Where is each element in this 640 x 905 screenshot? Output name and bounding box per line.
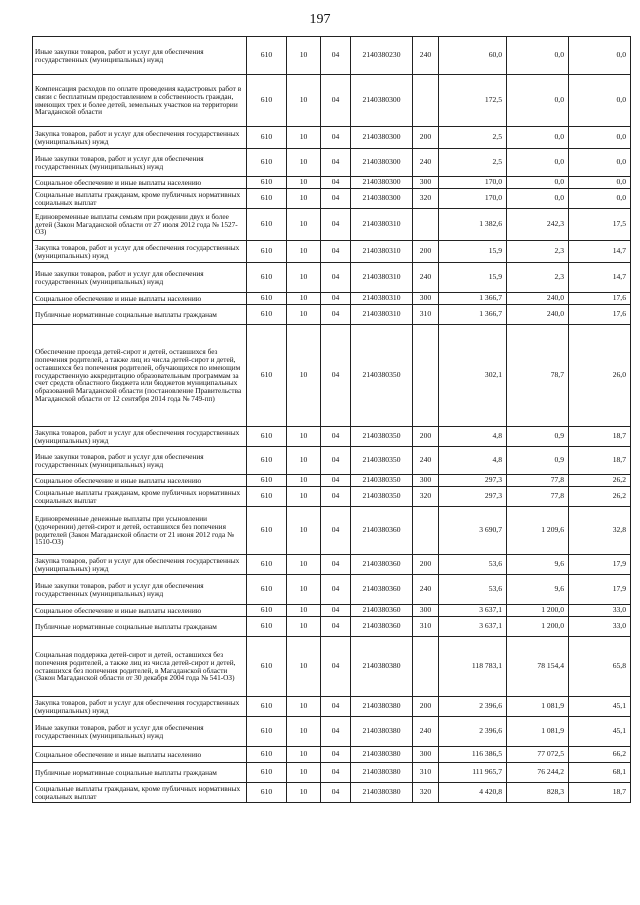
row-subsection-code: 04 bbox=[321, 149, 351, 177]
row-target-code: 2140380350 bbox=[351, 325, 413, 427]
row-plan-amount: 172,5 bbox=[439, 75, 507, 127]
row-plan-amount: 60,0 bbox=[439, 37, 507, 75]
row-description: Закупка товаров, работ и услуг для обеспечения государственных (муниципальных) нужд bbox=[33, 241, 247, 263]
row-subsection-code: 04 bbox=[321, 747, 351, 763]
row-percent: 65,8 bbox=[569, 637, 631, 697]
row-plan-amount: 170,0 bbox=[439, 189, 507, 209]
row-plan-amount: 53,6 bbox=[439, 575, 507, 605]
table-row bbox=[33, 325, 631, 427]
row-target-code: 2140380300 bbox=[351, 177, 413, 189]
row-ministry-code: 610 bbox=[247, 637, 287, 697]
row-expense-type: 240 bbox=[413, 37, 439, 75]
row-description: Иные закупки товаров, работ и услуг для обеспечения государственных (муниципальных) нужд bbox=[33, 149, 247, 177]
table-row bbox=[33, 507, 631, 555]
row-plan-amount: 4 420,8 bbox=[439, 783, 507, 803]
row-section-code: 10 bbox=[287, 487, 321, 507]
row-executed-amount: 77,8 bbox=[507, 487, 569, 507]
row-subsection-code: 04 bbox=[321, 507, 351, 555]
row-executed-amount: 1 081,9 bbox=[507, 717, 569, 747]
row-ministry-code: 610 bbox=[247, 209, 287, 241]
row-percent: 14,7 bbox=[569, 241, 631, 263]
row-section-code: 10 bbox=[287, 149, 321, 177]
row-expense-type: 300 bbox=[413, 475, 439, 487]
row-section-code: 10 bbox=[287, 127, 321, 149]
row-expense-type: 200 bbox=[413, 697, 439, 717]
row-subsection-code: 04 bbox=[321, 177, 351, 189]
table-row bbox=[33, 637, 631, 697]
page-number: 197 bbox=[309, 12, 331, 27]
row-percent: 0,0 bbox=[569, 37, 631, 75]
row-ministry-code: 610 bbox=[247, 447, 287, 475]
row-section-code: 10 bbox=[287, 575, 321, 605]
row-ministry-code: 610 bbox=[247, 241, 287, 263]
row-subsection-code: 04 bbox=[321, 475, 351, 487]
row-description: Социальные выплаты гражданам, кроме публичных нормативных социальных выплат bbox=[33, 487, 247, 507]
table-row bbox=[33, 209, 631, 241]
row-target-code: 2140380380 bbox=[351, 717, 413, 747]
row-section-code: 10 bbox=[287, 697, 321, 717]
row-executed-amount: 77 072,5 bbox=[507, 747, 569, 763]
row-executed-amount: 77,8 bbox=[507, 475, 569, 487]
table-row bbox=[33, 189, 631, 209]
table-row bbox=[33, 447, 631, 475]
row-description: Обеспечение проезда детей-сирот и детей, оставшихся без попечения родителей, а также лиц из числа детей-сирот и детей, оставшихся без попечения родителей, обучающихся по имеющим государственную аккредитацию образовательным программам за счет средств областного бюджета или бюджетов муниципальных образований Магаданской области (постановление Правительства Магаданской области от 12 сентября 2014 года № 749-пп) bbox=[33, 325, 247, 427]
row-executed-amount: 240,0 bbox=[507, 305, 569, 325]
row-subsection-code: 04 bbox=[321, 427, 351, 447]
row-target-code: 2140380350 bbox=[351, 427, 413, 447]
row-section-code: 10 bbox=[287, 37, 321, 75]
row-executed-amount: 1 200,0 bbox=[507, 617, 569, 637]
row-expense-type: 240 bbox=[413, 575, 439, 605]
row-executed-amount: 2,3 bbox=[507, 263, 569, 293]
row-description: Социальное обеспечение и иные выплаты населению bbox=[33, 177, 247, 189]
row-expense-type: 300 bbox=[413, 177, 439, 189]
row-description: Социальная поддержка детей-сирот и детей, оставшихся без попечения родителей, а также лиц из числа детей-сирот и детей, оставшихся без попечения родителей, в Магаданской области (Закон Магаданской области от 30 декабря 2004 года № 541-ОЗ) bbox=[33, 637, 247, 697]
row-description: Иные закупки товаров, работ и услуг для обеспечения государственных (муниципальных) нужд bbox=[33, 447, 247, 475]
table-row bbox=[33, 305, 631, 325]
row-section-code: 10 bbox=[287, 475, 321, 487]
row-plan-amount: 1 366,7 bbox=[439, 293, 507, 305]
row-percent: 17,9 bbox=[569, 575, 631, 605]
row-expense-type: 300 bbox=[413, 293, 439, 305]
row-section-code: 10 bbox=[287, 555, 321, 575]
row-description: Иные закупки товаров, работ и услуг для обеспечения государственных (муниципальных) нужд bbox=[33, 575, 247, 605]
row-description: Закупка товаров, работ и услуг для обеспечения государственных (муниципальных) нужд bbox=[33, 555, 247, 575]
row-executed-amount: 1 209,6 bbox=[507, 507, 569, 555]
row-description: Социальные выплаты гражданам, кроме публичных нормативных социальных выплат bbox=[33, 189, 247, 209]
row-executed-amount: 242,3 bbox=[507, 209, 569, 241]
row-expense-type: 300 bbox=[413, 605, 439, 617]
row-expense-type: 320 bbox=[413, 189, 439, 209]
row-executed-amount: 828,3 bbox=[507, 783, 569, 803]
row-target-code: 2140380310 bbox=[351, 263, 413, 293]
row-plan-amount: 2 396,6 bbox=[439, 717, 507, 747]
row-expense-type: 200 bbox=[413, 555, 439, 575]
row-subsection-code: 04 bbox=[321, 555, 351, 575]
row-executed-amount: 0,0 bbox=[507, 37, 569, 75]
row-plan-amount: 2 396,6 bbox=[439, 697, 507, 717]
row-subsection-code: 04 bbox=[321, 617, 351, 637]
row-section-code: 10 bbox=[287, 293, 321, 305]
table-row bbox=[33, 605, 631, 617]
row-plan-amount: 302,1 bbox=[439, 325, 507, 427]
row-subsection-code: 04 bbox=[321, 325, 351, 427]
row-section-code: 10 bbox=[287, 305, 321, 325]
row-executed-amount: 9,6 bbox=[507, 575, 569, 605]
row-ministry-code: 610 bbox=[247, 189, 287, 209]
row-executed-amount: 0,9 bbox=[507, 427, 569, 447]
row-ministry-code: 610 bbox=[247, 325, 287, 427]
row-executed-amount: 240,0 bbox=[507, 293, 569, 305]
row-percent: 66,2 bbox=[569, 747, 631, 763]
row-plan-amount: 1 366,7 bbox=[439, 305, 507, 325]
table-row bbox=[33, 747, 631, 763]
table-row bbox=[33, 293, 631, 305]
row-plan-amount: 2,5 bbox=[439, 127, 507, 149]
row-plan-amount: 3 637,1 bbox=[439, 617, 507, 637]
table-row bbox=[33, 427, 631, 447]
row-section-code: 10 bbox=[287, 617, 321, 637]
row-percent: 26,2 bbox=[569, 475, 631, 487]
row-ministry-code: 610 bbox=[247, 747, 287, 763]
row-executed-amount: 78 154,4 bbox=[507, 637, 569, 697]
row-target-code: 2140380380 bbox=[351, 763, 413, 783]
row-ministry-code: 610 bbox=[247, 507, 287, 555]
row-description: Единовременные выплаты семьям при рождении двух и более детей (Закон Магаданской области от 27 июля 2012 года № 1527-ОЗ) bbox=[33, 209, 247, 241]
row-percent: 26,2 bbox=[569, 487, 631, 507]
row-ministry-code: 610 bbox=[247, 305, 287, 325]
row-target-code: 2140380380 bbox=[351, 697, 413, 717]
row-description: Социальные выплаты гражданам, кроме публичных нормативных социальных выплат bbox=[33, 783, 247, 803]
table-row bbox=[33, 575, 631, 605]
table-row bbox=[33, 127, 631, 149]
row-description: Закупка товаров, работ и услуг для обеспечения государственных (муниципальных) нужд bbox=[33, 427, 247, 447]
row-target-code: 2140380350 bbox=[351, 487, 413, 507]
row-ministry-code: 610 bbox=[247, 293, 287, 305]
row-description: Социальное обеспечение и иные выплаты населению bbox=[33, 747, 247, 763]
row-target-code: 2140380300 bbox=[351, 189, 413, 209]
row-subsection-code: 04 bbox=[321, 127, 351, 149]
row-target-code: 2140380360 bbox=[351, 555, 413, 575]
row-plan-amount: 297,3 bbox=[439, 487, 507, 507]
row-section-code: 10 bbox=[287, 783, 321, 803]
row-percent: 45,1 bbox=[569, 697, 631, 717]
row-description: Иные закупки товаров, работ и услуг для обеспечения государственных (муниципальных) нужд bbox=[33, 717, 247, 747]
row-plan-amount: 3 637,1 bbox=[439, 605, 507, 617]
row-target-code: 2140380350 bbox=[351, 475, 413, 487]
row-percent: 32,8 bbox=[569, 507, 631, 555]
row-target-code: 2140380360 bbox=[351, 575, 413, 605]
row-ministry-code: 610 bbox=[247, 605, 287, 617]
row-executed-amount: 0,0 bbox=[507, 127, 569, 149]
row-percent: 17,6 bbox=[569, 305, 631, 325]
row-target-code: 2140380300 bbox=[351, 75, 413, 127]
row-plan-amount: 297,3 bbox=[439, 475, 507, 487]
row-ministry-code: 610 bbox=[247, 177, 287, 189]
row-percent: 18,7 bbox=[569, 783, 631, 803]
row-description: Иные закупки товаров, работ и услуг для обеспечения государственных (муниципальных) нужд bbox=[33, 263, 247, 293]
row-plan-amount: 3 690,7 bbox=[439, 507, 507, 555]
budget-table bbox=[32, 36, 631, 803]
row-ministry-code: 610 bbox=[247, 75, 287, 127]
row-expense-type bbox=[413, 507, 439, 555]
table-row bbox=[33, 555, 631, 575]
row-subsection-code: 04 bbox=[321, 189, 351, 209]
row-percent: 0,0 bbox=[569, 149, 631, 177]
row-percent: 26,0 bbox=[569, 325, 631, 427]
row-target-code: 2140380360 bbox=[351, 507, 413, 555]
row-ministry-code: 610 bbox=[247, 37, 287, 75]
row-ministry-code: 610 bbox=[247, 717, 287, 747]
row-expense-type: 240 bbox=[413, 149, 439, 177]
row-expense-type bbox=[413, 209, 439, 241]
table-row bbox=[33, 697, 631, 717]
row-description: Социальное обеспечение и иные выплаты населению bbox=[33, 605, 247, 617]
table-row bbox=[33, 475, 631, 487]
row-executed-amount: 0,0 bbox=[507, 177, 569, 189]
row-plan-amount: 15,9 bbox=[439, 241, 507, 263]
row-target-code: 2140380300 bbox=[351, 127, 413, 149]
row-executed-amount: 1 081,9 bbox=[507, 697, 569, 717]
row-target-code: 2140380300 bbox=[351, 149, 413, 177]
row-target-code: 2140380380 bbox=[351, 637, 413, 697]
row-plan-amount: 53,6 bbox=[439, 555, 507, 575]
table-row bbox=[33, 75, 631, 127]
row-section-code: 10 bbox=[287, 507, 321, 555]
table-row bbox=[33, 241, 631, 263]
row-percent: 14,7 bbox=[569, 263, 631, 293]
table-row bbox=[33, 617, 631, 637]
row-description: Публичные нормативные социальные выплаты гражданам bbox=[33, 305, 247, 325]
row-expense-type: 200 bbox=[413, 127, 439, 149]
table-row bbox=[33, 487, 631, 507]
row-ministry-code: 610 bbox=[247, 263, 287, 293]
row-percent: 18,7 bbox=[569, 427, 631, 447]
row-ministry-code: 610 bbox=[247, 697, 287, 717]
row-ministry-code: 610 bbox=[247, 127, 287, 149]
row-target-code: 2140380230 bbox=[351, 37, 413, 75]
row-percent: 45,1 bbox=[569, 717, 631, 747]
row-subsection-code: 04 bbox=[321, 697, 351, 717]
row-percent: 0,0 bbox=[569, 177, 631, 189]
row-expense-type: 320 bbox=[413, 783, 439, 803]
row-executed-amount: 2,3 bbox=[507, 241, 569, 263]
row-target-code: 2140380310 bbox=[351, 209, 413, 241]
row-expense-type bbox=[413, 637, 439, 697]
table-row bbox=[33, 263, 631, 293]
row-ministry-code: 610 bbox=[247, 149, 287, 177]
row-ministry-code: 610 bbox=[247, 475, 287, 487]
row-executed-amount: 0,9 bbox=[507, 447, 569, 475]
row-target-code: 2140380310 bbox=[351, 305, 413, 325]
row-section-code: 10 bbox=[287, 325, 321, 427]
row-executed-amount: 0,0 bbox=[507, 149, 569, 177]
row-section-code: 10 bbox=[287, 763, 321, 783]
row-subsection-code: 04 bbox=[321, 37, 351, 75]
row-target-code: 2140380360 bbox=[351, 617, 413, 637]
row-section-code: 10 bbox=[287, 717, 321, 747]
row-section-code: 10 bbox=[287, 637, 321, 697]
row-section-code: 10 bbox=[287, 241, 321, 263]
row-expense-type bbox=[413, 75, 439, 127]
budget-table-body bbox=[33, 37, 631, 803]
row-percent: 33,0 bbox=[569, 605, 631, 617]
row-executed-amount: 1 200,0 bbox=[507, 605, 569, 617]
row-plan-amount: 1 382,6 bbox=[439, 209, 507, 241]
row-section-code: 10 bbox=[287, 447, 321, 475]
row-executed-amount: 9,6 bbox=[507, 555, 569, 575]
row-section-code: 10 bbox=[287, 427, 321, 447]
row-expense-type: 310 bbox=[413, 305, 439, 325]
row-percent: 68,1 bbox=[569, 763, 631, 783]
row-description: Закупка товаров, работ и услуг для обеспечения государственных (муниципальных) нужд bbox=[33, 127, 247, 149]
row-plan-amount: 4,8 bbox=[439, 447, 507, 475]
row-description: Социальное обеспечение и иные выплаты населению bbox=[33, 293, 247, 305]
row-plan-amount: 170,0 bbox=[439, 177, 507, 189]
row-description: Публичные нормативные социальные выплаты гражданам bbox=[33, 763, 247, 783]
row-plan-amount: 4,8 bbox=[439, 427, 507, 447]
row-ministry-code: 610 bbox=[247, 427, 287, 447]
row-ministry-code: 610 bbox=[247, 555, 287, 575]
row-percent: 0,0 bbox=[569, 127, 631, 149]
row-ministry-code: 610 bbox=[247, 763, 287, 783]
row-percent: 17,5 bbox=[569, 209, 631, 241]
row-subsection-code: 04 bbox=[321, 717, 351, 747]
row-subsection-code: 04 bbox=[321, 605, 351, 617]
row-expense-type: 240 bbox=[413, 717, 439, 747]
row-description: Иные закупки товаров, работ и услуг для обеспечения государственных (муниципальных) нужд bbox=[33, 37, 247, 75]
table-row bbox=[33, 783, 631, 803]
row-subsection-code: 04 bbox=[321, 293, 351, 305]
row-ministry-code: 610 bbox=[247, 487, 287, 507]
row-percent: 0,0 bbox=[569, 75, 631, 127]
row-expense-type: 310 bbox=[413, 617, 439, 637]
row-expense-type: 320 bbox=[413, 487, 439, 507]
row-percent: 17,9 bbox=[569, 555, 631, 575]
row-subsection-code: 04 bbox=[321, 637, 351, 697]
row-subsection-code: 04 bbox=[321, 263, 351, 293]
row-description: Социальное обеспечение и иные выплаты населению bbox=[33, 475, 247, 487]
row-executed-amount: 0,0 bbox=[507, 189, 569, 209]
row-subsection-code: 04 bbox=[321, 447, 351, 475]
row-section-code: 10 bbox=[287, 605, 321, 617]
row-subsection-code: 04 bbox=[321, 209, 351, 241]
row-section-code: 10 bbox=[287, 75, 321, 127]
row-subsection-code: 04 bbox=[321, 763, 351, 783]
row-percent: 33,0 bbox=[569, 617, 631, 637]
row-description: Публичные нормативные социальные выплаты гражданам bbox=[33, 617, 247, 637]
row-percent: 0,0 bbox=[569, 189, 631, 209]
row-section-code: 10 bbox=[287, 177, 321, 189]
row-expense-type: 240 bbox=[413, 263, 439, 293]
row-expense-type: 200 bbox=[413, 241, 439, 263]
table-row bbox=[33, 177, 631, 189]
row-section-code: 10 bbox=[287, 209, 321, 241]
row-description: Единовременные денежные выплаты при усыновлении (удочерении) детей-сирот и детей, оставшихся без попечения родителей (Закон Магаданской области от 21 июня 2012 года № 1510-ОЗ) bbox=[33, 507, 247, 555]
row-section-code: 10 bbox=[287, 189, 321, 209]
row-expense-type: 310 bbox=[413, 763, 439, 783]
row-percent: 18,7 bbox=[569, 447, 631, 475]
row-expense-type: 200 bbox=[413, 427, 439, 447]
row-subsection-code: 04 bbox=[321, 783, 351, 803]
row-expense-type: 300 bbox=[413, 747, 439, 763]
row-subsection-code: 04 bbox=[321, 75, 351, 127]
row-target-code: 2140380310 bbox=[351, 241, 413, 263]
row-plan-amount: 116 386,5 bbox=[439, 747, 507, 763]
row-section-code: 10 bbox=[287, 263, 321, 293]
row-ministry-code: 610 bbox=[247, 617, 287, 637]
row-plan-amount: 118 783,1 bbox=[439, 637, 507, 697]
row-target-code: 2140380380 bbox=[351, 747, 413, 763]
row-ministry-code: 610 bbox=[247, 783, 287, 803]
row-subsection-code: 04 bbox=[321, 487, 351, 507]
row-target-code: 2140380380 bbox=[351, 783, 413, 803]
row-target-code: 2140380360 bbox=[351, 605, 413, 617]
row-plan-amount: 15,9 bbox=[439, 263, 507, 293]
row-executed-amount: 78,7 bbox=[507, 325, 569, 427]
row-ministry-code: 610 bbox=[247, 575, 287, 605]
row-subsection-code: 04 bbox=[321, 575, 351, 605]
row-target-code: 2140380350 bbox=[351, 447, 413, 475]
table-row bbox=[33, 37, 631, 75]
row-expense-type: 240 bbox=[413, 447, 439, 475]
row-subsection-code: 04 bbox=[321, 241, 351, 263]
row-expense-type bbox=[413, 325, 439, 427]
row-target-code: 2140380310 bbox=[351, 293, 413, 305]
row-description: Компенсация расходов по оплате проведения кадастровых работ в связи с бесплатным предоставлением в собственность граждан, имеющих трех и более детей, земельных участков на территории Магаданской области bbox=[33, 75, 247, 127]
table-row bbox=[33, 149, 631, 177]
row-subsection-code: 04 bbox=[321, 305, 351, 325]
row-executed-amount: 0,0 bbox=[507, 75, 569, 127]
row-executed-amount: 76 244,2 bbox=[507, 763, 569, 783]
row-plan-amount: 2,5 bbox=[439, 149, 507, 177]
row-plan-amount: 111 965,7 bbox=[439, 763, 507, 783]
row-percent: 17,6 bbox=[569, 293, 631, 305]
table-row bbox=[33, 717, 631, 747]
table-row bbox=[33, 763, 631, 783]
row-description: Закупка товаров, работ и услуг для обеспечения государственных (муниципальных) нужд bbox=[33, 697, 247, 717]
row-section-code: 10 bbox=[287, 747, 321, 763]
